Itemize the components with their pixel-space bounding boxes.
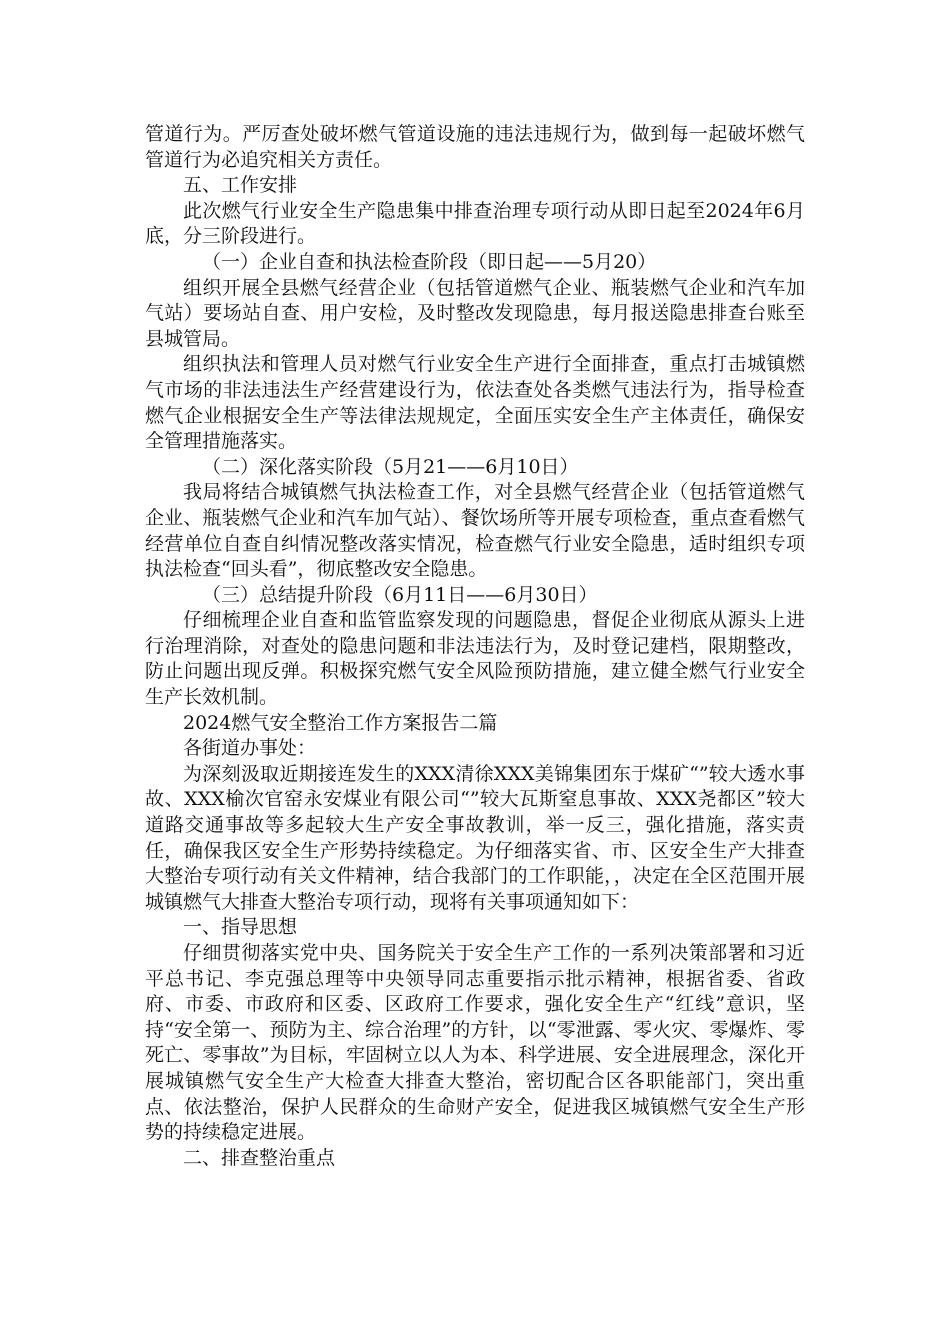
subsection-heading: （一）企业自查和执法检查阶段（即日起——5月20） bbox=[202, 250, 657, 273]
subsection-heading: （三）总结提升阶段（6月11日——6月30日） bbox=[202, 583, 598, 606]
subsection-heading: （二）深化落实阶段（5月21——6月10日） bbox=[202, 455, 579, 478]
paragraph: 我局将结合城镇燃气执法检查工作，对全县燃气经营企业（包括管道燃气企业、瓶装燃气企业和汽车加气站）、餐饮场所等开展专项检查，重点查看燃气经营单位自查自纠情况整改落实情况，检查燃气行业安全隐患，适时组织专项执法检查“回头看”，彻底整改安全隐患。 bbox=[145, 481, 805, 581]
section-heading-2: 二、排查整治重点 bbox=[183, 1146, 336, 1169]
paragraph: 此次燃气行业安全生产隐患集中排查治理专项行动从即日起至2024年6月底，分三阶段进行。 bbox=[145, 199, 805, 248]
paragraph: 组织执法和管理人员对燃气行业安全生产进行全面排查，重点打击城镇燃气市场的非法违法生产经营建设行为，依法查处各类燃气违法行为，指导检查燃气企业根据安全生产等法律法规规定，全面压实安全生产主体责任，确保安全管理措施落实。 bbox=[145, 353, 805, 453]
paragraph: 组织开展全县燃气经营企业（包括管道燃气企业、瓶装燃气企业和汽车加气站）要场站自查、用户安检，及时整改发现隐患，每月报送隐患排查台账至县城管局。 bbox=[145, 276, 805, 350]
document-title: 2024燃气安全整治工作方案报告二篇 bbox=[183, 711, 498, 734]
section-heading-5: 五、工作安排 bbox=[183, 174, 298, 197]
document-body bbox=[145, 122, 805, 1171]
paragraph: 仔细梳理企业自查和监管监察发现的问题隐患，督促企业彻底从源头上进行治理消除，对查处的隐患问题和非法违法行为，及时登记建档，限期整改，防止问题出现反弹。积极探究燃气安全风险预防措施，建立健全燃气行业安全生产长效机制。 bbox=[145, 609, 805, 709]
paragraph: 仔细贯彻落实党中央、国务院关于安全生产工作的一系列决策部署和习近平总书记、李克强总理等中央领导同志重要指示批示精神，根据省委、省政府、市委、市政府和区委、区政府工作要求，强化安全生产“红线”意识，坚持“安全第一、预防为主、综合治理”的方针，以“零泄露、零火灾、零爆炸、零死亡、零事故”为目标，牢固树立以人为本、科学进展、安全进展理念，深化开展城镇燃气安全生产大检查大排查大整治，密切配合区各职能部门，突出重点、依法整治，保护人民群众的生命财产安全，促进我区城镇燃气安全生产形势的持续稳定进展。 bbox=[145, 942, 805, 1144]
paragraph: 为深刻汲取近期接连发生的XXX清徐XXX美锦集团东于煤矿“”较大透水事故、XXX榆次官窑永安煤业有限公司“”较大瓦斯窒息事故、XXX尧都区”较大道路交通事故等多起较大生产安全事故教训，举一反三，强化措施，落实责任，确保我区安全生产形势持续稳定。为仔细落实省、市、区安全生产大排查大整治专项行动有关文件精神，结合我部门的工作职能，，决定在全区范围开展城镇燃气大排查大整治专项行动，现将有关事项通知如下： bbox=[145, 762, 805, 913]
paragraph: 管道行为。严厉查处破坏燃气管道设施的违法违规行为，做到每一起破坏燃气管道行为必追究相关方责任。 bbox=[145, 123, 805, 171]
section-heading-1: 一、指导思想 bbox=[183, 916, 298, 939]
salutation: 各街道办事处： bbox=[183, 737, 317, 760]
